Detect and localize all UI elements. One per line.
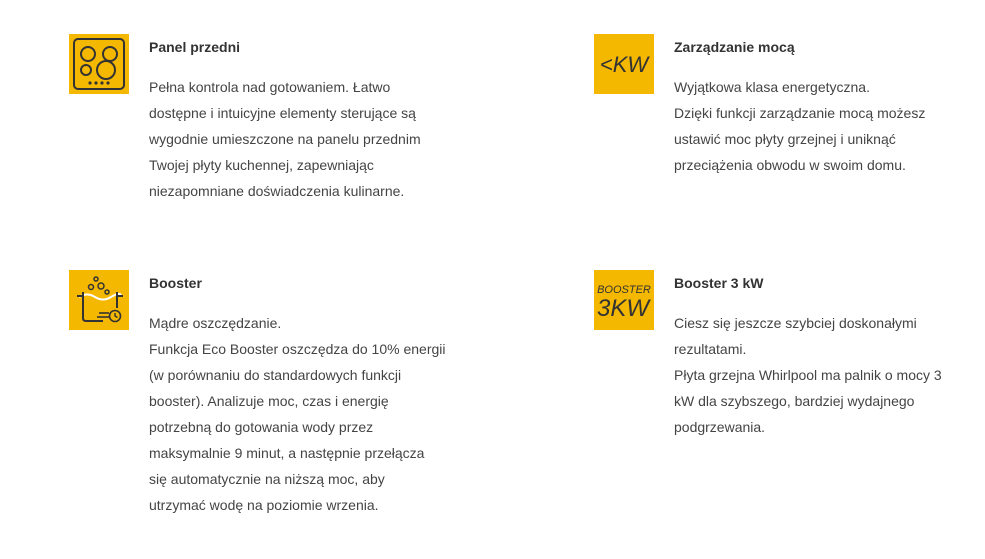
description-line: Twojej płyty kuchennej, zapewniając	[149, 157, 374, 173]
description-line: kW dla szybszego, bardziej wydajnego	[674, 393, 915, 409]
description-line: ustawić moc płyty grzejnej i uniknąć	[674, 131, 896, 147]
description-line: potrzebną do gotowania wody przez	[149, 419, 374, 435]
feature-title: Zarządzanie mocą	[674, 39, 795, 55]
description-line: wygodnie umieszczone na panelu przednim	[149, 131, 421, 147]
booster-3kw-icon	[594, 270, 654, 330]
description-line: Pełna kontrola nad gotowaniem. Łatwo	[149, 79, 391, 95]
description-line: Dzięki funkcji zarządzanie mocą możesz	[674, 105, 926, 121]
feature-title: Booster 3 kW	[674, 275, 764, 291]
feature-title: Panel przedni	[149, 39, 241, 55]
description-line: Wyjątkowa klasa energetyczna.	[674, 79, 870, 95]
description-line: się automatycznie na niższą moc, aby	[149, 471, 385, 487]
description-line: Ciesz się jeszcze szybciej doskonałymi	[674, 315, 917, 331]
power-limit-kw-icon	[594, 34, 654, 94]
feature-description	[149, 74, 421, 204]
description-line: podgrzewania.	[674, 419, 766, 435]
description-line: (w porównaniu do standardowych funkcji	[149, 367, 402, 383]
description-line: niezapomniane doświadczenia kulinarne.	[149, 183, 405, 199]
description-line: utrzymać wodę na poziomie wrzenia.	[149, 497, 379, 513]
icon-kw-text: <KW	[599, 52, 649, 77]
description-line: Płyta grzejna Whirlpool ma palnik o mocy 3	[674, 367, 942, 383]
description-line: dostępne i intuicyjne elementy sterujące są	[149, 105, 416, 121]
feature-description	[674, 310, 942, 440]
feature-description	[674, 74, 925, 178]
icon-booster-text: BOOSTER	[597, 284, 651, 296]
description-line: Mądre oszczędzanie.	[149, 315, 282, 331]
description-line: przeciążenia obwodu w swoim domu.	[674, 157, 906, 173]
feature-description	[149, 310, 446, 518]
description-line: booster). Analizuje moc, czas i energię	[149, 393, 389, 409]
description-line: rezultatami.	[674, 341, 747, 357]
boiling-pot-timer-icon	[69, 270, 129, 330]
icon-3kw-text: 3KW	[596, 295, 650, 322]
description-line: maksymalnie 9 minut, a następnie przełącza	[149, 445, 425, 461]
cooktop-icon	[69, 34, 129, 94]
feature-title: Booster	[149, 275, 202, 291]
description-line: Funkcja Eco Booster oszczędza do 10% energii	[149, 341, 446, 357]
